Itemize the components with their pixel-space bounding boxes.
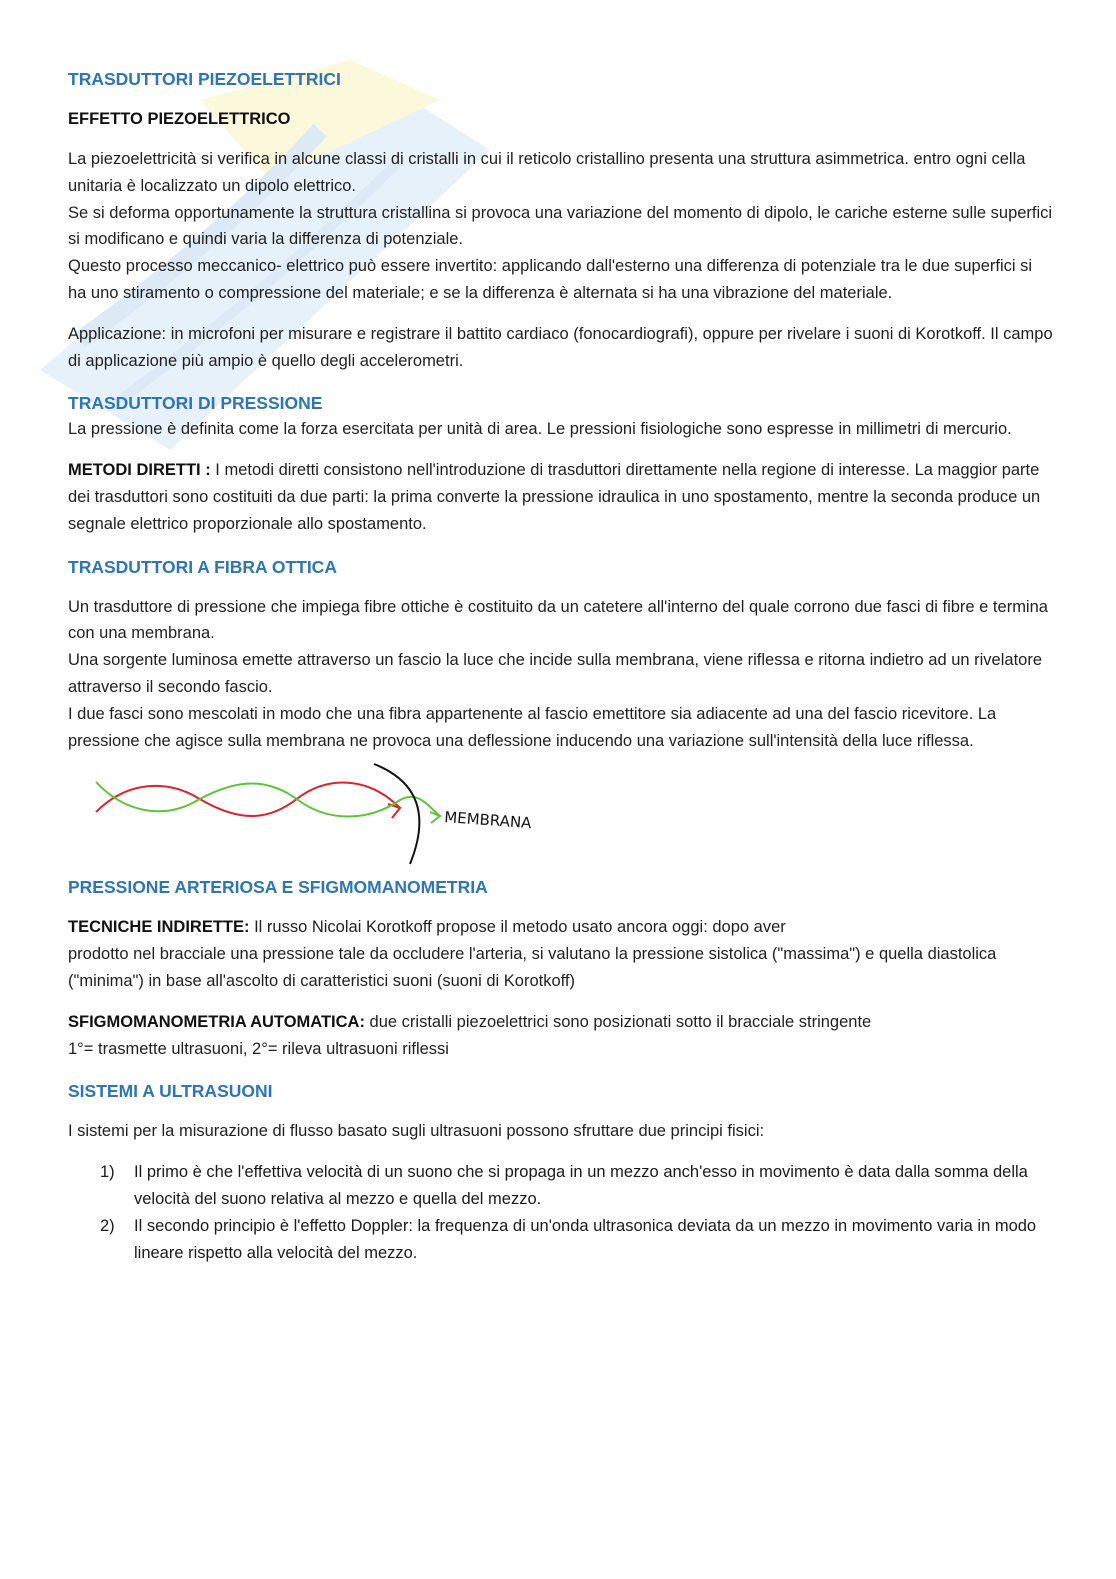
paragraph: La pressione è definita come la forza esercitata per unità di area. Le pressioni fisiologiche sono espresse in millimetri di mercurio. — [68, 420, 1012, 439]
paragraph-text: Il russo Nicolai Korotkoff propose il metodo usato ancora oggi: dopo aver — [249, 918, 786, 937]
membrana-label: MEMBRANA — [443, 808, 532, 833]
paragraph: La piezoelettricità si verifica in alcune classi di cristalli in cui il reticolo cristallino presenta una struttura asimmetrica. entro ogni cella unitaria è localizzato un dipolo elettrico. — [68, 150, 1026, 195]
lead-tecniche-indirette: TECNICHE INDIRETTE: — [68, 918, 250, 937]
lead-metodi-diretti: METODI DIRETTI : — [68, 461, 211, 480]
paragraph — [68, 1009, 1053, 1036]
list-item — [68, 1213, 1053, 1267]
paragraph-text: due cristalli piezoelettrici sono posizionati sotto il bracciale stringente — [364, 1012, 872, 1031]
paragraph: Una sorgente luminosa emette attraverso un fascio la luce che incide sulla membrana, viene riflessa e ritorna indietro ad un rivelatore attraverso il secondo fascio. — [68, 651, 1043, 696]
list-item-text: Il primo è che l'effettiva velocità di un suono che si propaga in un mezzo anch'esso in movimento è data dalla somma della velocità del suono relativa al mezzo e quella del mezzo. — [134, 1163, 1028, 1208]
heading-pressione-arteriosa: PRESSIONE ARTERIOSA E SFIGMOMANOMETRIA — [68, 877, 488, 898]
red-fiber-line — [96, 783, 400, 816]
paragraph: I due fasci sono mescolati in modo che una fibra appartenente al fascio emettitore sia adiacente ad una del fascio ricevitore. La pressione che agisce sulla membrana ne provoca una deflessione inducendo una variazione sull'intensità della luce riflessa. — [68, 704, 997, 750]
heading-trasduttori-di-pressione: TRASDUTTORI DI PRESSIONE — [68, 393, 323, 414]
paragraph — [68, 914, 1053, 941]
fiber-optic-diagram — [68, 754, 1053, 874]
paragraph: prodotto nel bracciale una pressione tale da occludere l'arteria, si valutano la pressione sistolica ("massima") e quella diastolica ("minima") in base all'ascolto di caratteristici suoni (suoni di Korotkoff) — [68, 945, 997, 990]
paragraph: Questo processo meccanico- elettrico può essere invertito: applicando dall'esterno una differenza di potenziale tra le due superfici si ha uno stiramento o compressione del materiale; e se la differenza è alternata si ha una vibrazione del materiale. — [68, 257, 1033, 302]
paragraph: Un trasduttore di pressione che impiega fibre ottiche è costituito da un catetere all'interno del quale corrono due fasci di fibre e termina con una membrana. — [68, 597, 1048, 643]
lead-sfigmomanometria-automatica: SFIGMOMANOMETRIA AUTOMATICA: — [68, 1012, 365, 1031]
subheading-effetto-piezoelettrico: EFFETTO PIEZOELETTRICO — [68, 110, 291, 128]
paragraph — [68, 457, 1053, 537]
document-content — [68, 66, 1053, 1266]
list-number: 2) — [100, 1216, 115, 1235]
paragraph: Se si deforma opportunamente la struttura cristallina si provoca una variazione del momento di dipolo, le cariche esterne sulle superfici si modificano e quindi varia la differenza di potenziale. — [68, 203, 1053, 249]
paragraph: Applicazione: in microfoni per misurare e registrare il battito cardiaco (fonocardiografi), oppure per rivelare i suoni di Korotkoff. Il campo di applicazione più ampio è quello degli accelerometri. — [68, 324, 1053, 370]
list-item — [68, 1159, 1053, 1213]
paragraph-text: I metodi diretti consistono nell'introduzione di trasduttori direttamente nella regione di interesse. La maggior parte dei trasduttori sono costituiti da due parti: la prima converte la pressione idraulica in uno spostamento, mentre la seconda produce un segnale elettrico proporzionale allo spostamento. — [68, 461, 1041, 533]
paragraph: 1°= trasmette ultrasuoni, 2°= rileva ultrasuoni riflessi — [68, 1039, 449, 1058]
list-item-text: Il secondo principio è l'effetto Doppler: la frequenza di un'onda ultrasonica deviata da un mezzo in movimento varia in modo lineare rispetto alla velocità del mezzo. — [134, 1216, 1037, 1262]
principles-list — [68, 1159, 1053, 1266]
heading-sistemi-ultrasuoni: SISTEMI A ULTRASUONI — [68, 1081, 273, 1102]
membrane-curve — [374, 764, 419, 864]
heading-trasduttori-piezoelettrici: TRASDUTTORI PIEZOELETTRICI — [68, 69, 341, 89]
paragraph: I sistemi per la misurazione di flusso basato sugli ultrasuoni possono sfruttare due principi fisici: — [68, 1122, 765, 1141]
heading-trasduttori-fibra-ottica: TRASDUTTORI A FIBRA OTTICA — [68, 556, 337, 577]
list-number: 1) — [100, 1163, 115, 1182]
fiber-diagram-drawing — [88, 760, 588, 872]
